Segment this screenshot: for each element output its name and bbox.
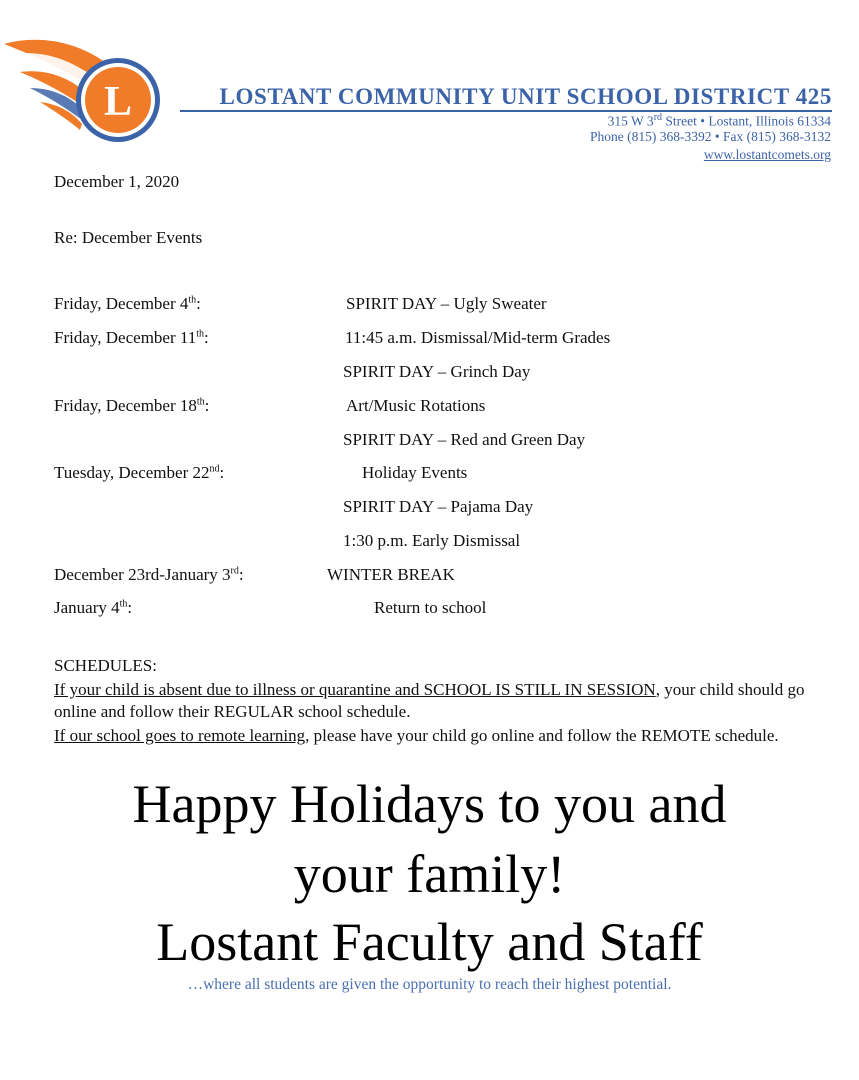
faculty-signature: Lostant Faculty and Staff	[156, 912, 703, 972]
event-date: Friday, December 11th:	[54, 328, 209, 347]
district-phone-fax: Phone (815) 368-3392 • Fax (815) 368-3132	[590, 129, 831, 144]
schedules-paragraph-remote: If our school goes to remote learning, please have your child go online and follow the REMOTE schedule.	[54, 726, 779, 745]
schedules-paragraph-absent: If your child is absent due to illness or quarantine and SCHOOL IS STILL IN SESSION, your child should go online and follow their REGULAR school schedule.	[54, 680, 805, 721]
letter-subject: Re: December Events	[54, 228, 203, 247]
event-date: December 23rd-January 3rd:	[54, 565, 244, 584]
letter-date: December 1, 2020	[54, 172, 180, 191]
district-website-link[interactable]: www.lostantcomets.org	[703, 147, 831, 162]
holiday-greeting-line2: your family!	[293, 844, 566, 904]
district-tagline: …where all students are given the opportunity to reach their highest potential.	[187, 976, 672, 993]
event-description: SPIRIT DAY – Grinch Day	[343, 362, 531, 381]
event-date: Friday, December 4th:	[54, 294, 201, 313]
holiday-greeting-line1: Happy Holidays to you and	[132, 774, 727, 834]
district-logo	[0, 32, 170, 150]
event-description: SPIRIT DAY – Red and Green Day	[343, 430, 586, 449]
event-date: Friday, December 18th:	[54, 396, 210, 415]
event-date: January 4th:	[54, 598, 133, 617]
event-description: Art/Music Rotations	[346, 396, 486, 415]
event-description: Holiday Events	[362, 463, 468, 482]
district-name: LOSTANT COMMUNITY UNIT SCHOOL DISTRICT 425	[219, 84, 832, 109]
schedules-heading: SCHEDULES:	[54, 656, 157, 675]
event-description: WINTER BREAK	[327, 565, 455, 584]
event-description: 1:30 p.m. Early Dismissal	[343, 531, 521, 550]
svg-text:L: L	[103, 79, 133, 125]
district-address: 315 W 3rd Street • Lostant, Illinois 61334	[607, 112, 831, 129]
event-description: 11:45 a.m. Dismissal/Mid-term Grades	[345, 328, 611, 347]
event-description: SPIRIT DAY – Ugly Sweater	[346, 294, 547, 313]
event-description: SPIRIT DAY – Pajama Day	[343, 497, 534, 516]
event-description: Return to school	[374, 598, 487, 617]
event-date: Tuesday, December 22nd:	[54, 463, 225, 482]
